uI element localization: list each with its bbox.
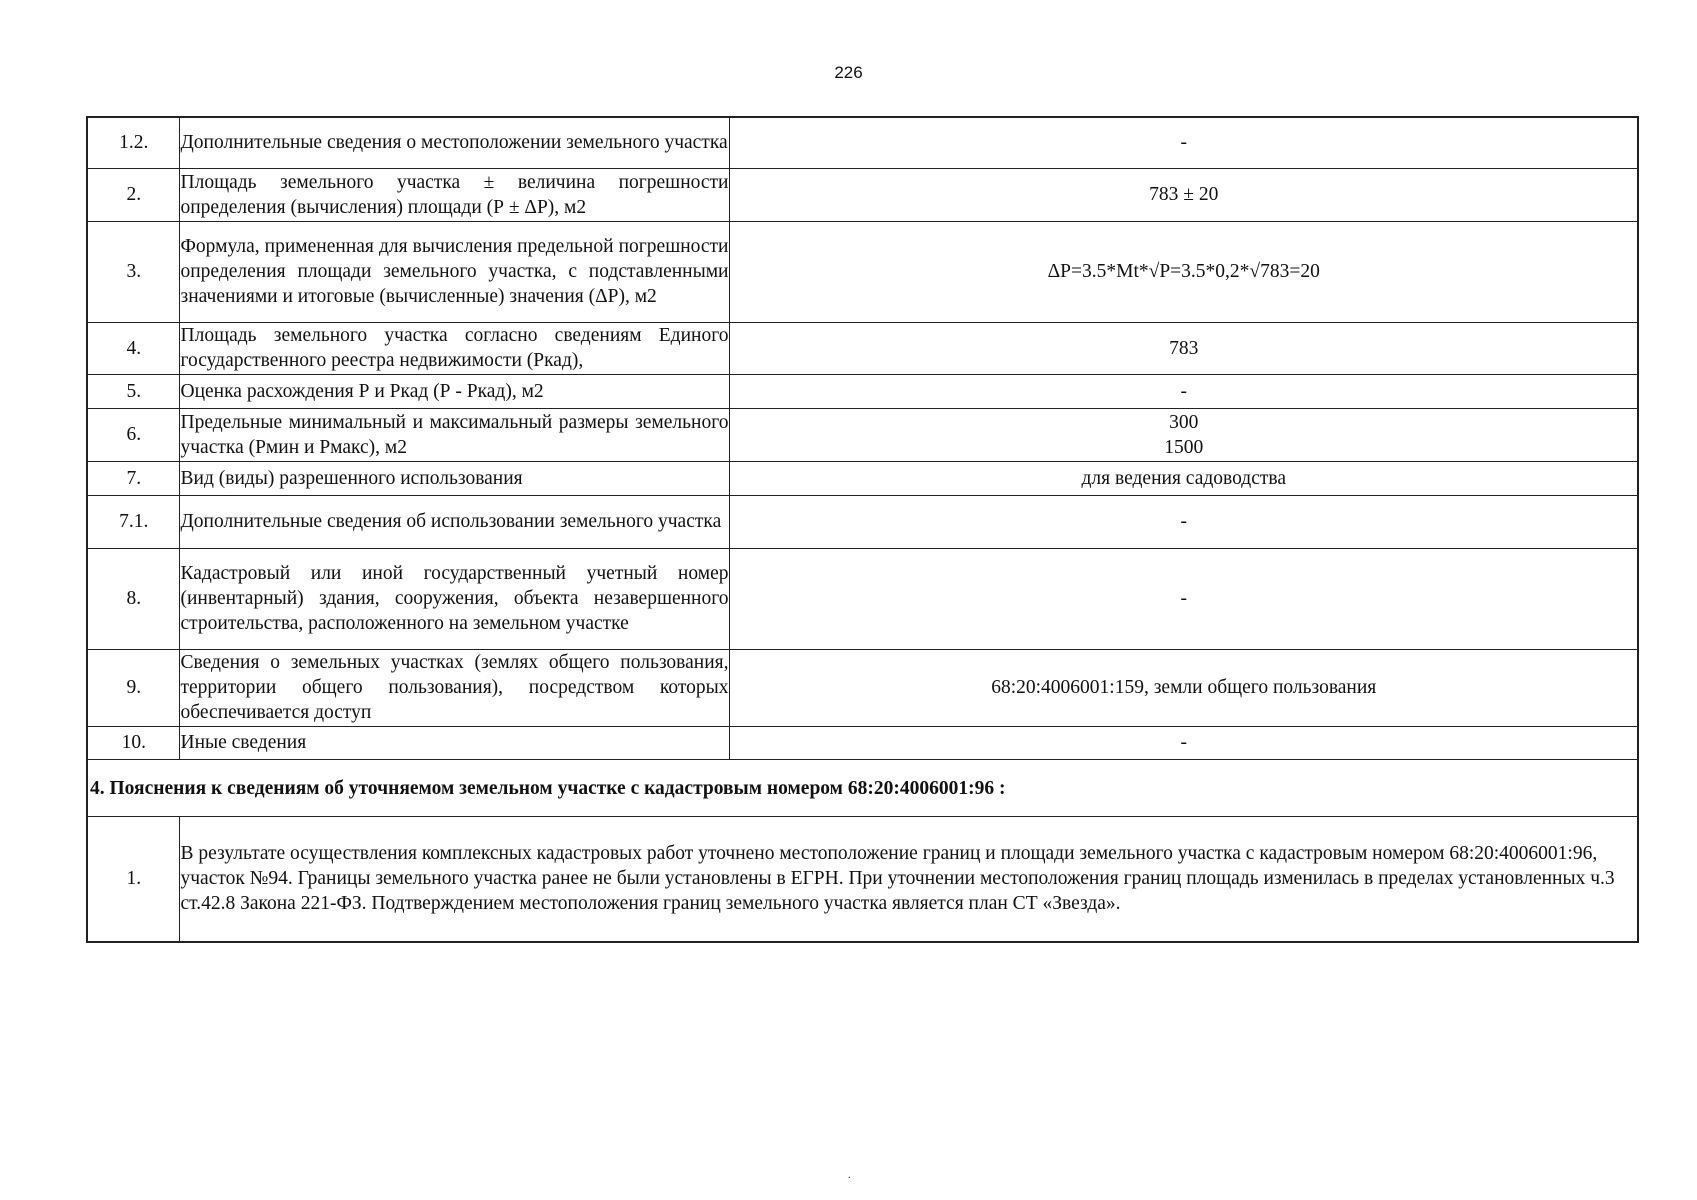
- row-number: 4.: [87, 322, 179, 374]
- row-value-line: 783: [1169, 337, 1199, 359]
- row-number: 7.1.: [87, 495, 179, 548]
- note-text: В результате осуществления комплексных кадастровых работ уточнено местоположение границ и площади земельного участка с кадастровым номером 68:20:4006001:96, участок №94. Границы земельного участка ранее не были установлены в ЕГРН. При уточнении местоположения границ площадь изменилась в пределах установленных ч.3 ст.42.8 Закона 221-ФЗ. Подтверждением местоположения границ земельного участка является план СТ «Звезда».: [179, 816, 1638, 942]
- row-label: Иные сведения: [179, 726, 729, 759]
- row-value-line: 68:20:4006001:159, земли общего пользования: [991, 677, 1377, 698]
- row-number: 10.: [87, 726, 179, 759]
- section-header-row: [87, 759, 1638, 816]
- row-label: Площадь земельного участка ± величина погрешности определения (вычисления) площади (Р ± ΔР), м2: [179, 168, 729, 221]
- row-number: 7.: [87, 461, 179, 495]
- row-value: [729, 168, 1638, 221]
- row-label: Оценка расхождения Р и Ркад (Р - Ркад), м2: [179, 374, 729, 408]
- table-row: [87, 322, 1638, 374]
- row-label: Предельные минимальный и максимальный размеры земельного участка (Рмин и Рмакс), м2: [179, 408, 729, 461]
- row-label: Сведения о земельных участках (землях общего пользования, территории общего пользования), посредством которых обеспечивается доступ: [179, 649, 729, 726]
- row-number: 9.: [87, 649, 179, 726]
- note-row: [87, 816, 1638, 942]
- row-value-line: -: [1180, 380, 1187, 402]
- row-value-line: -: [1180, 732, 1187, 753]
- row-value-line: -: [1180, 588, 1187, 609]
- table-row: [87, 726, 1638, 759]
- row-value: [729, 726, 1638, 759]
- row-label: Формула, примененная для вычисления предельной погрешности определения площади земельного участка, с подставленными значениями и итоговые (вычисленные) значения (ΔР), м2: [179, 221, 729, 322]
- row-value: [729, 374, 1638, 408]
- table-row: [87, 649, 1638, 726]
- note-number: 1.: [87, 816, 179, 942]
- row-label: Вид (виды) разрешенного использования: [179, 461, 729, 495]
- row-number: 3.: [87, 221, 179, 322]
- row-value-line: ΔР=3.5*Mt*√Р=3.5*0,2*√783=20: [1047, 261, 1320, 282]
- row-label: Дополнительные сведения об использовании земельного участка: [179, 495, 729, 548]
- table-row: [87, 495, 1638, 548]
- table-body: [87, 117, 1638, 942]
- stray-dot: .: [848, 1170, 851, 1181]
- row-value-line: 1500: [1164, 436, 1204, 458]
- row-value-line: для ведения садоводства: [1081, 467, 1286, 489]
- table-row: [87, 374, 1638, 408]
- row-value: [729, 495, 1638, 548]
- table-row: [87, 548, 1638, 649]
- row-number: 8.: [87, 548, 179, 649]
- row-label: Кадастровый или иной государственный учетный номер (инвентарный) здания, сооружения, объекта незавершенного строительства, расположенного на земельном участке: [179, 548, 729, 649]
- table-row: [87, 408, 1638, 461]
- row-value: [729, 221, 1638, 322]
- row-value: [729, 408, 1638, 461]
- table-row: [87, 221, 1638, 322]
- row-number: 2.: [87, 168, 179, 221]
- row-value: [729, 322, 1638, 374]
- row-value: [729, 548, 1638, 649]
- land-plot-info-table: [86, 116, 1639, 943]
- row-value-line: -: [1180, 132, 1187, 154]
- row-value: [729, 461, 1638, 495]
- row-value-line: -: [1180, 511, 1187, 532]
- row-label: Площадь земельного участка согласно сведениям Единого государственного реестра недвижимости (Ркад),: [179, 322, 729, 374]
- table-row: [87, 117, 1638, 168]
- table-row: [87, 168, 1638, 221]
- row-number: 6.: [87, 408, 179, 461]
- row-value-line: 300: [1169, 411, 1199, 433]
- table-row: [87, 461, 1638, 495]
- row-value: [729, 649, 1638, 726]
- row-label: Дополнительные сведения о местоположении земельного участка: [179, 117, 729, 168]
- page-number: 226: [834, 63, 863, 82]
- row-value: [729, 117, 1638, 168]
- row-number: 1.2.: [87, 117, 179, 168]
- row-number: 5.: [87, 374, 179, 408]
- row-value-line: 783 ± 20: [1149, 184, 1219, 205]
- section-title: 4. Пояснения к сведениям об уточняемом земельном участке с кадастровым номером 68:20:4006001:96 :: [87, 759, 1638, 816]
